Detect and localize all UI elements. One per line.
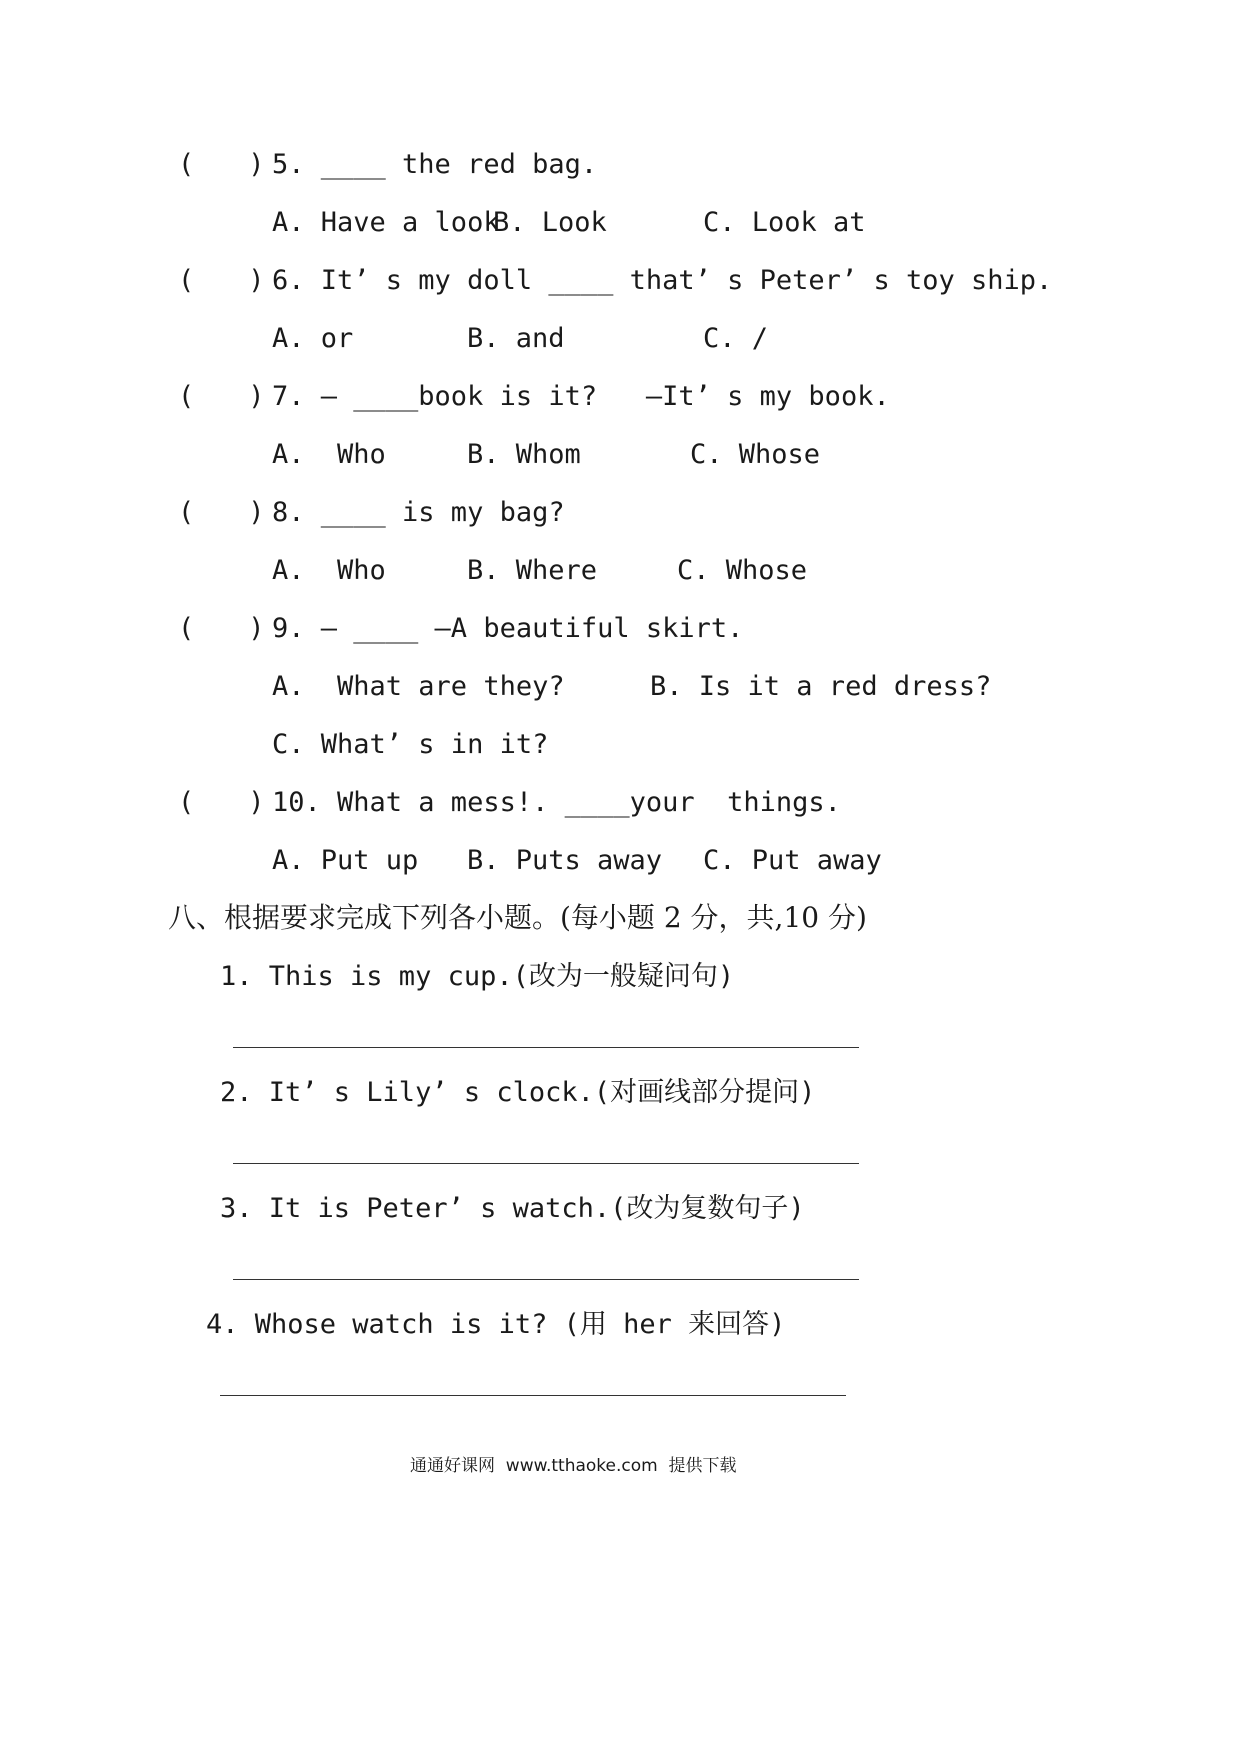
- page-footer: 通通好课网 www.tthaoke.com 提供下载: [410, 1456, 737, 1476]
- section-8-item-3: 3. It is Peter’ s watch.(改为复数句子): [220, 1193, 805, 1224]
- answer-line-2: [233, 1163, 859, 1164]
- question-10-option-c: C. Put away: [703, 845, 882, 876]
- question-10-option-a: A. Put up: [272, 845, 419, 876]
- question-9-option-a: A. What are they?: [272, 671, 565, 702]
- answer-bracket-q5: ( ): [178, 149, 265, 180]
- answer-bracket-q9: ( ): [178, 613, 265, 644]
- answer-bracket-q7: ( ): [178, 381, 265, 412]
- answer-bracket-q10: ( ): [178, 787, 265, 818]
- question-10-option-b: B. Puts away: [467, 845, 663, 876]
- question-5-option-c: C. Look at: [703, 207, 866, 238]
- answer-line-4: [220, 1395, 846, 1396]
- question-6-option-a: A. or: [272, 323, 354, 354]
- question-6-stem: 6. It’ s my doll ____ that’ s Peter’ s toy ship.: [272, 265, 1053, 296]
- question-10-stem: 10. What a mess!. ____your things.: [272, 787, 841, 818]
- question-7-option-c: C. Whose: [690, 439, 821, 470]
- section-8-item-2: 2. It’ s Lily’ s clock.(对画线部分提问): [220, 1077, 816, 1108]
- question-9-stem: 9. — ____ —A beautiful skirt.: [272, 613, 744, 644]
- question-7-option-a: A. Who: [272, 439, 386, 470]
- answer-line-3: [233, 1279, 859, 1280]
- question-9-option-c: C. What’ s in it?: [272, 729, 549, 760]
- answer-bracket-q6: ( ): [178, 265, 265, 296]
- answer-bracket-q8: ( ): [178, 497, 265, 528]
- question-5-option-b: B. Look: [493, 207, 607, 238]
- question-5-option-a: A. Have a look: [272, 207, 500, 238]
- answer-line-1: [233, 1047, 859, 1048]
- question-6-option-b: B. and: [467, 323, 565, 354]
- question-8-option-b: B. Where: [467, 555, 598, 586]
- question-8-stem: 8. ____ is my bag?: [272, 497, 565, 528]
- section-8-item-1: 1. This is my cup.(改为一般疑问句): [220, 961, 735, 992]
- question-8-option-a: A. Who: [272, 555, 386, 586]
- section-8-item-4: 4. Whose watch is it? (用 her 来回答): [206, 1309, 786, 1340]
- question-8-option-c: C. Whose: [677, 555, 808, 586]
- question-5-stem: 5. ____ the red bag.: [272, 149, 598, 180]
- question-7-option-b: B. Whom: [467, 439, 581, 470]
- question-7-stem: 7. — ____book is it? —It’ s my book.: [272, 381, 890, 412]
- question-9-option-b: B. Is it a red dress?: [650, 671, 992, 702]
- section-8-heading: 八、根据要求完成下列各小题。(每小题 2 分，共,10 分): [168, 901, 867, 934]
- question-6-option-c: C. /: [703, 323, 769, 354]
